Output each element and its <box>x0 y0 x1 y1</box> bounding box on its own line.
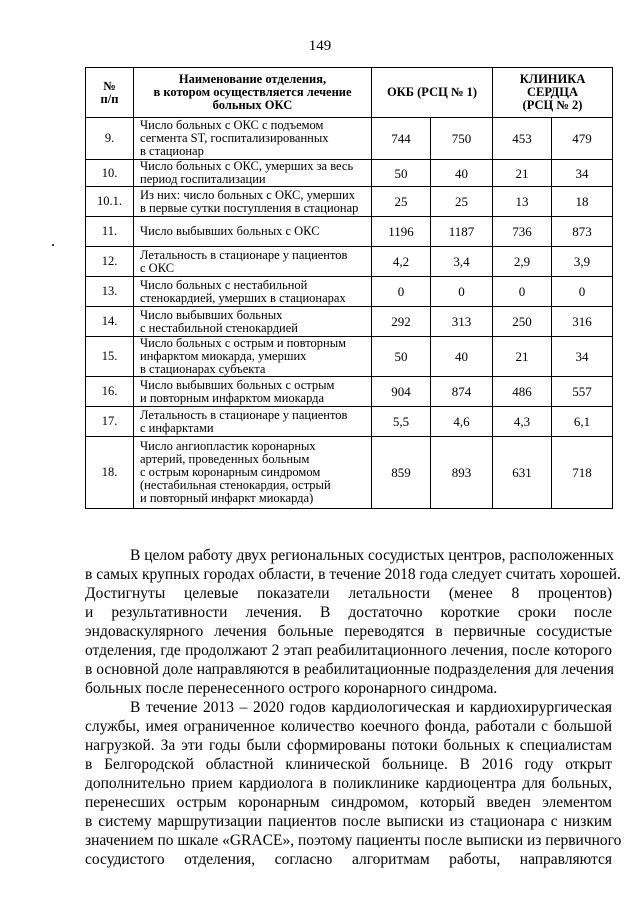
row-number: 10.1. <box>86 187 134 217</box>
row-number: 13. <box>86 277 134 307</box>
row-indicator-name: Число выбывших больных с нестабильной стенокардией <box>134 307 372 337</box>
paragraph-line: службы, имея ограниченное количество коечного фонда, работали с большой <box>85 718 612 735</box>
page-number: 149 <box>308 38 332 54</box>
row-value-v4: 0 <box>552 277 613 307</box>
row-value-v4: 873 <box>552 217 613 247</box>
scan-speck <box>52 244 54 246</box>
row-value-v3: 4,3 <box>493 407 552 437</box>
paragraph-line: перенесших острым коронарным синдромом, который введен элементом <box>85 794 612 811</box>
paragraph-line: значением по шкале «GRACE», поэтому пациенты после выписки из первичного <box>85 832 622 849</box>
paragraph-line: сосудистого отделения, согласно алгоритмам работы, направляются <box>85 851 612 868</box>
paragraph-line: дополнительно прием кардиолога в поликлинике кардиоцентра для больных, <box>85 775 612 792</box>
table-row <box>86 377 613 407</box>
row-value-v2: 313 <box>431 307 493 337</box>
paragraph-line: В течение 2013 – 2020 годов кардиологическая и кардиохирургическая <box>130 699 612 716</box>
table-row <box>86 118 613 160</box>
row-value-v4: 18 <box>552 187 613 217</box>
row-indicator-name: Число больных с острым и повторным инфарктом миокарда, умерших в стационарах субъекта <box>134 337 372 377</box>
row-value-v1: 4,2 <box>372 247 431 277</box>
row-number: 18. <box>86 437 134 509</box>
paragraph-line: Достигнуты целевые показатели летальности (менее 8 процентов) <box>85 585 612 602</box>
table-header-row <box>86 68 613 118</box>
row-indicator-name: Число выбывших больных с острым и повторным инфарктом миокарда <box>134 377 372 407</box>
paragraph-1 <box>85 546 621 698</box>
row-number: 16. <box>86 377 134 407</box>
row-number: 17. <box>86 407 134 437</box>
row-value-v3: 2,9 <box>493 247 552 277</box>
row-value-v1: 904 <box>372 377 431 407</box>
table-row <box>86 437 613 509</box>
row-indicator-name: Летальность в стационаре у пациентов с инфарктами <box>134 407 372 437</box>
row-value-v1: 25 <box>372 187 431 217</box>
row-value-v2: 0 <box>431 277 493 307</box>
row-number: 12. <box>86 247 134 277</box>
table-row <box>86 187 613 217</box>
paragraph-line: эндоваскулярного лечения больные переводятся в первичные сосудистые <box>85 623 612 640</box>
row-value-v4: 34 <box>552 160 613 187</box>
paragraph-line: в основной доле направляются в реабилитационные подразделения для лечения <box>85 661 615 678</box>
paragraph-line: В целом работу двух региональных сосудистых центров, расположенных <box>130 547 614 564</box>
table-row <box>86 217 613 247</box>
table-row <box>86 407 613 437</box>
row-value-v3: 0 <box>493 277 552 307</box>
row-value-v1: 50 <box>372 160 431 187</box>
row-value-v2: 40 <box>431 160 493 187</box>
row-value-v3: 736 <box>493 217 552 247</box>
row-indicator-name: Число больных с нестабильной стенокардией, умерших в стационарах <box>134 277 372 307</box>
row-value-v3: 21 <box>493 160 552 187</box>
paragraph-line: отделения, где продолжают 2 этап реабилитационного лечения, после которого <box>85 642 612 659</box>
row-value-v2: 40 <box>431 337 493 377</box>
paragraph-line: в Белгородской областной клинической больнице. В 2016 году открыт <box>85 756 612 773</box>
row-value-v1: 1196 <box>372 217 431 247</box>
statistics-table <box>85 67 613 509</box>
header-okb: ОКБ (РСЦ № 1) <box>372 68 493 118</box>
row-value-v1: 744 <box>372 118 431 160</box>
row-value-v2: 4,6 <box>431 407 493 437</box>
table-row <box>86 160 613 187</box>
row-indicator-name: Число выбывших больных с ОКС <box>134 217 372 247</box>
row-value-v4: 3,9 <box>552 247 613 277</box>
row-value-v2: 1187 <box>431 217 493 247</box>
row-value-v4: 557 <box>552 377 613 407</box>
row-value-v2: 874 <box>431 377 493 407</box>
header-klinika: КЛИНИКА СЕРДЦА (РСЦ № 2) <box>493 68 613 118</box>
paragraph-line: больных после перенесенного острого коронарного синдрома. <box>85 680 498 697</box>
header-department: Наименование отделения, в котором осуществляется лечение больных ОКС <box>134 68 372 118</box>
table-row <box>86 307 613 337</box>
row-indicator-name: Из них: число больных с ОКС, умерших в первые сутки поступления в стационар <box>134 187 372 217</box>
row-value-v4: 718 <box>552 437 613 509</box>
row-value-v1: 292 <box>372 307 431 337</box>
table-row <box>86 247 613 277</box>
row-value-v3: 453 <box>493 118 552 160</box>
row-value-v3: 13 <box>493 187 552 217</box>
row-value-v4: 34 <box>552 337 613 377</box>
paragraph-line: нагрузкой. За эти годы были сформированы потоки больных к специалистам <box>85 737 612 754</box>
row-value-v4: 6,1 <box>552 407 613 437</box>
table-row <box>86 277 613 307</box>
paragraph-line: в самых крупных городах области, в течение 2018 года следует считать хорошей. <box>85 566 621 583</box>
row-indicator-name: Число больных с ОКС, умерших за весь период госпитализации <box>134 160 372 187</box>
row-indicator-name: Число больных с ОКС с подъемом сегмента ST, госпитализированных в стационар <box>134 118 372 160</box>
row-value-v3: 486 <box>493 377 552 407</box>
row-indicator-name: Летальность в стационаре у пациентов с ОКС <box>134 247 372 277</box>
row-indicator-name: Число ангиопластик коронарных артерий, проведенных больным с острым коронарным синдромом (нестабильная стенокардия, острый и повторный инфаркт миокарда) <box>134 437 372 509</box>
header-num: № п/п <box>86 68 134 118</box>
row-value-v3: 631 <box>493 437 552 509</box>
row-value-v2: 25 <box>431 187 493 217</box>
row-value-v1: 0 <box>372 277 431 307</box>
table-row <box>86 337 613 377</box>
row-value-v2: 893 <box>431 437 493 509</box>
row-value-v4: 479 <box>552 118 613 160</box>
row-value-v3: 21 <box>493 337 552 377</box>
row-number: 10. <box>86 160 134 187</box>
row-value-v2: 750 <box>431 118 493 160</box>
row-number: 11. <box>86 217 134 247</box>
row-number: 15. <box>86 337 134 377</box>
row-value-v1: 5,5 <box>372 407 431 437</box>
paragraph-line: и результативности лечения. В достаточно короткие сроки после <box>85 604 612 621</box>
paragraph-line: в систему маршрутизации пациентов после выписки из стационара с низким <box>85 813 612 830</box>
row-value-v2: 3,4 <box>431 247 493 277</box>
row-value-v1: 859 <box>372 437 431 509</box>
row-value-v4: 316 <box>552 307 613 337</box>
row-number: 14. <box>86 307 134 337</box>
row-value-v3: 250 <box>493 307 552 337</box>
paragraph-2 <box>85 698 622 869</box>
row-value-v1: 50 <box>372 337 431 377</box>
row-number: 9. <box>86 118 134 160</box>
